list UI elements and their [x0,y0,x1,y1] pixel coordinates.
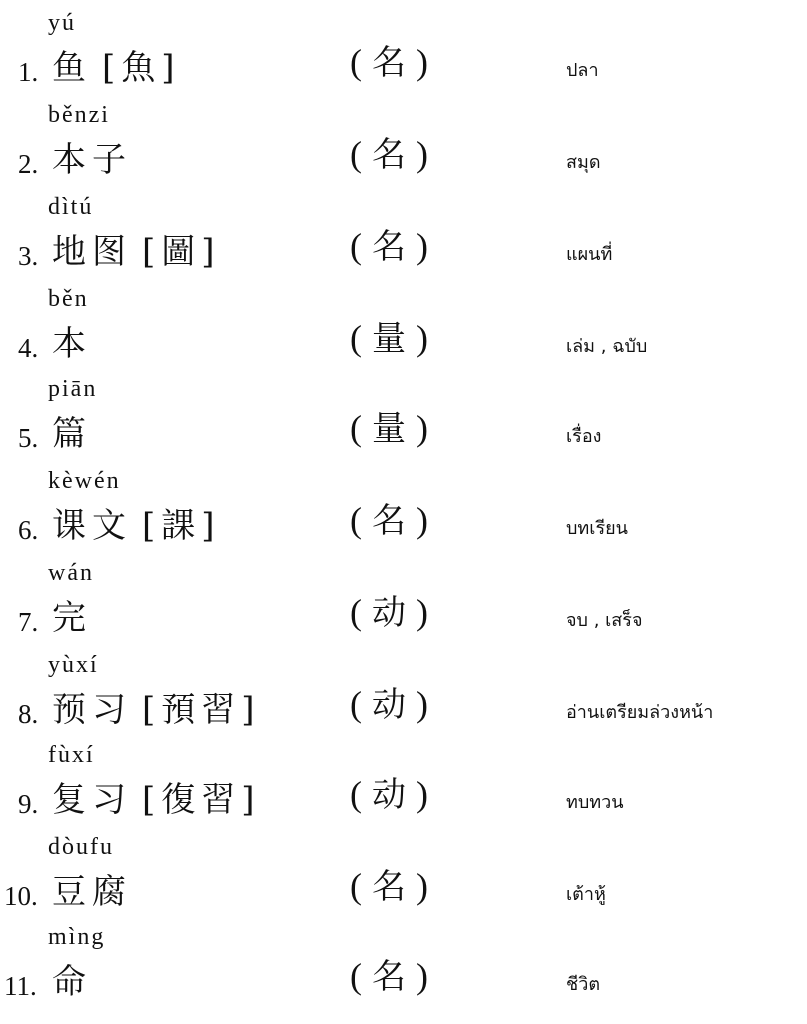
entry-number: 4. [18,333,39,363]
simplified: 复习 [52,780,132,820]
paren-open: ( [350,226,362,266]
thai-meaning: บทเรียน [566,518,628,539]
vocab-entry-8 [0,650,807,742]
hanzi-word [52,502,221,550]
simplified: 预习 [52,690,132,730]
hanzi-word [52,594,102,642]
vocab-entry-6 [0,466,807,558]
part-of-speech [350,38,428,87]
vocab-entry-10 [0,832,807,924]
pinyin: dòufu [48,834,114,860]
entry-number: 3. [18,241,39,271]
simplified: 本 [52,324,92,364]
paren-close: ) [416,408,428,448]
pinyin: běnzi [48,102,110,128]
part-of-speech [350,314,428,363]
traditional: [圖] [142,232,221,272]
pos-char: 名 [372,957,406,997]
simplified: 命 [52,962,92,1002]
thai-meaning: ทบทวน [566,792,624,813]
vocab-entry-9 [0,740,807,832]
part-of-speech [350,496,428,545]
thai-meaning: อ่านเตรียมล่วงหน้า [566,702,714,723]
simplified: 本子 [52,140,132,180]
vocab-entry-5 [0,374,807,466]
thai-meaning: จบ , เสร็จ [566,610,643,631]
entry-number: 11. [4,971,37,1001]
hanzi-word [52,320,102,368]
entry-number: 10. [4,881,38,911]
part-of-speech [350,404,428,453]
vocab-entry-11 [0,922,807,1014]
pinyin: yùxí [48,652,99,678]
thai-meaning: แผนที่ [566,244,613,265]
pos-char: 动 [372,685,406,725]
thai-meaning: ชีวิต [566,974,601,995]
paren-close: ) [416,866,428,906]
paren-open: ( [350,134,362,174]
part-of-speech [350,770,428,819]
paren-open: ( [350,42,362,82]
simplified: 鱼 [52,48,92,88]
pinyin: fùxí [48,742,95,768]
pos-char: 名 [372,43,406,83]
vocab-entry-2 [0,100,807,192]
traditional: [魚] [102,48,181,88]
hanzi-word [52,958,102,1006]
hanzi-word [52,686,261,734]
paren-open: ( [350,774,362,814]
pinyin: wán [48,560,94,586]
pos-char: 动 [372,775,406,815]
traditional: [課] [142,506,221,546]
vocab-entry-7 [0,558,807,650]
hanzi-word [52,228,221,276]
pinyin: běn [48,286,89,312]
hanzi-word [52,776,261,824]
simplified: 篇 [52,414,92,454]
paren-close: ) [416,226,428,266]
part-of-speech [350,862,428,911]
pos-char: 量 [372,409,406,449]
paren-open: ( [350,684,362,724]
vocab-entry-3 [0,192,807,284]
paren-close: ) [416,500,428,540]
pinyin: kèwén [48,468,121,494]
entry-number: 1. [18,57,39,87]
paren-open: ( [350,866,362,906]
pos-char: 名 [372,867,406,907]
hanzi-word [52,410,102,458]
part-of-speech [350,222,428,271]
paren-open: ( [350,956,362,996]
pinyin: mìng [48,924,106,950]
pos-char: 名 [372,501,406,541]
paren-close: ) [416,318,428,358]
paren-open: ( [350,318,362,358]
simplified: 豆腐 [52,872,132,912]
part-of-speech [350,130,428,179]
part-of-speech [350,680,428,729]
pos-char: 名 [372,227,406,267]
thai-meaning: เต้าหู้ [566,884,606,905]
entry-number: 6. [18,515,39,545]
pos-char: 量 [372,319,406,359]
entry-number: 2. [18,149,39,179]
part-of-speech [350,952,428,1001]
pos-char: 动 [372,593,406,633]
entry-number: 8. [18,699,39,729]
paren-close: ) [416,774,428,814]
traditional: [預習] [142,690,261,730]
hanzi-word [52,868,142,916]
traditional: [復習] [142,780,261,820]
simplified: 完 [52,598,92,638]
paren-open: ( [350,592,362,632]
paren-open: ( [350,500,362,540]
vocab-entry-1 [0,8,807,100]
thai-meaning: ปลา [566,60,599,81]
paren-close: ) [416,956,428,996]
paren-open: ( [350,408,362,448]
entry-number: 9. [18,789,39,819]
thai-meaning: เรื่อง [566,426,602,447]
simplified: 课文 [52,506,132,546]
pinyin: yú [48,10,76,36]
entry-number: 5. [18,423,39,453]
thai-meaning: สมุด [566,152,601,173]
pinyin: piān [48,376,98,402]
pinyin: dìtú [48,194,94,220]
paren-close: ) [416,684,428,724]
paren-close: ) [416,592,428,632]
pos-char: 名 [372,135,406,175]
hanzi-word [52,44,181,92]
simplified: 地图 [52,232,132,272]
vocab-entry-4 [0,284,807,376]
thai-meaning: เล่ม , ฉบับ [566,336,648,357]
part-of-speech [350,588,428,637]
paren-close: ) [416,134,428,174]
hanzi-word [52,136,142,184]
entry-number: 7. [18,607,39,637]
paren-close: ) [416,42,428,82]
